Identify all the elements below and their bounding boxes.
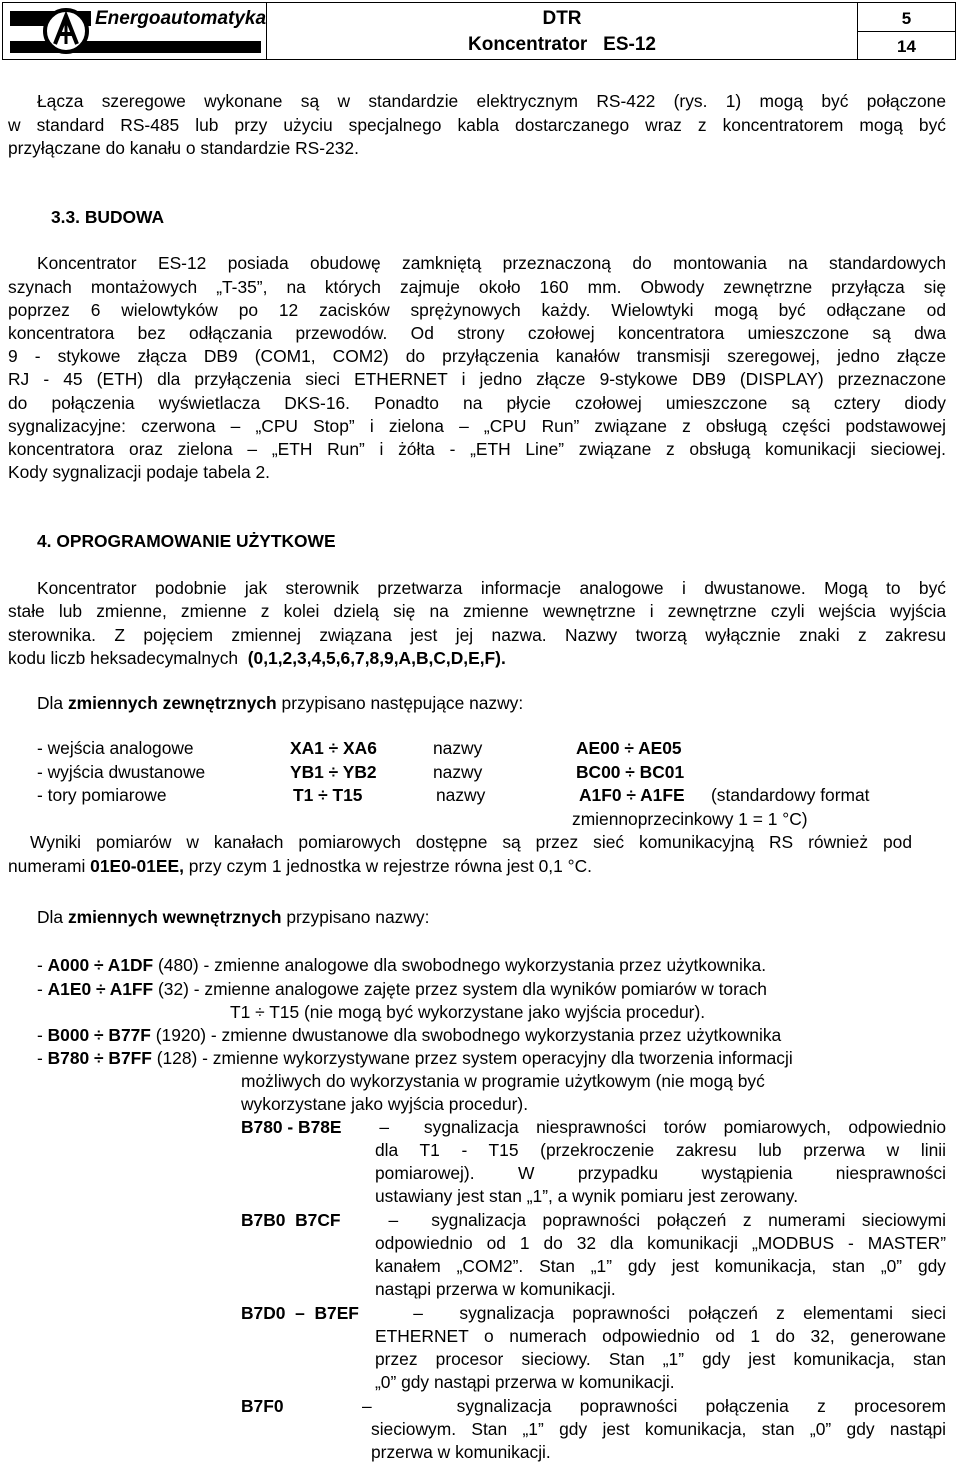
signal-desc-line: odpowiednio od 1 do 32 dla komunikacji „MODBUS - MASTER” [375, 1233, 946, 1253]
hex-range-line: kodu liczb heksadecymalnych (0,1,2,3,4,5,6,7,8,9,A,B,C,D,E,F). [8, 648, 506, 668]
external-vars-intro: Dla zmiennych zewnętrznych przypisano następujące nazwy: [37, 693, 524, 713]
internal-var-b780-cont-2: wykorzystane jako wyjścia procedur). [241, 1094, 529, 1114]
ext-var-range: YB1 ÷ YB2 [290, 762, 377, 782]
signal-lead: – sygnalizacja poprawności połączenia z procesorem [362, 1396, 946, 1416]
results-line-2: numerami 01E0-01EE, przy czym 1 jednostka w rejestrze równa jest 0,1 °C. [8, 856, 592, 876]
signal-code: B7D0 – B7EF [241, 1303, 359, 1323]
document-title [266, 3, 858, 59]
internal-var-a000: - A000 ÷ A1DF (480) - zmienne analogowe dla swobodnego wykorzystania przez użytkownika. [37, 955, 767, 975]
signal-desc-line: przerwa w komunikacji. [371, 1442, 551, 1462]
ext-var-range: XA1 ÷ XA6 [290, 738, 377, 758]
page-header [2, 2, 956, 60]
budowa-line: koncentratora bez odłączania przewodów. Od strony czołowej koncentratora umieszczone są dwa [8, 323, 946, 343]
budowa-line: RJ - 45 (ETH) dla przyłączenia sieci ETHERNET i jedno złącze 9-stykowe DB9 (DISPLAY) przeznaczone [8, 369, 946, 389]
signal-desc-line: sieciowym. Stan „1” gdy jest komunikacja, stan „0” gdy nastąpi [371, 1419, 946, 1439]
signal-desc-line: nastąpi przerwa w komunikacji. [375, 1279, 616, 1299]
internal-var-b780-cont-1: możliwych do wykorzystania w programie użytkowym (nie mogą być [241, 1071, 765, 1091]
title-line-1: DTR [542, 8, 582, 29]
oprogramowanie-line: sterownika. Z pojęciem zmiennej związana jest jej nazwa. Nazwy tworzą wyłącznie znaki z zakresu [8, 625, 946, 645]
ext-var-code: A1F0 ÷ A1FE [579, 785, 685, 805]
oprogramowanie-line: Koncentrator podobnie jak sterownik przetwarza informacje analogowe i dwustanowe. Mogą to być [37, 578, 946, 598]
energoautomatyka-emblem-icon [43, 6, 89, 56]
ext-var-nazwy: nazwy [433, 738, 483, 758]
ext-var-note-cont: zmiennoprzecinkowy 1 = 1 °C) [572, 809, 808, 829]
internal-vars-intro: Dla zmiennych wewnętrznych przypisano nazwy: [37, 907, 430, 927]
signal-desc-line: przez procesor sieciowy. Stan „1” gdy jest komunikacja, stan [375, 1349, 946, 1369]
oprogramowanie-line: stałe lub zmienne, zmienne z kolei dzielą się na zmienne wewnętrzne i zewnętrzne czyli wejścia wyjścia [8, 601, 946, 621]
section-heading-oprogramowanie: 4. OPROGRAMOWANIE UŻYTKOWE [37, 531, 336, 551]
ext-var-label: - wyjścia dwustanowe [37, 762, 206, 782]
signal-desc-line: ustawiany jest stan „1”, a wynik pomiaru jest zerowany. [375, 1186, 799, 1206]
budowa-line: sygnalizacyjne: czerwona – „CPU Stop” i zielona – „CPU Run” związane z obsługą części podstawowej [8, 416, 946, 436]
intro-line-1: Łącza szeregowe wykonane są w standardzie elektrycznym RS-422 (rys. 1) mogą być połączone [37, 91, 946, 111]
signal-code: B7B0 B7CF [241, 1210, 341, 1230]
page-number-box [858, 3, 955, 59]
signal-lead: – sygnalizacja poprawności połączeń z numerami sieciowymi [372, 1210, 946, 1230]
signal-code: B780 - B78E [241, 1117, 342, 1137]
signal-desc-line: pomiarowej). W przypadku wystąpienia niesprawności [375, 1163, 946, 1183]
internal-var-b780: - B780 ÷ B7FF (128) - zmienne wykorzystywane przez system operacyjny dla tworzenia informacji [37, 1048, 793, 1068]
intro-line-3: przyłączane do kanału o standardzie RS-232. [8, 138, 359, 158]
ext-var-note: (standardowy format [711, 785, 870, 805]
signal-lead: – sygnalizacja poprawności połączeń z elementami sieci [395, 1303, 946, 1323]
ext-var-range: T1 ÷ T15 [293, 785, 363, 805]
budowa-line: Koncentrator ES-12 posiada obudowę zamkniętą przeznaczoną do montowania na standardowych [37, 253, 946, 273]
page-count: 14 [897, 37, 916, 56]
budowa-line: poprzez 6 wielowtyków po 12 zacisków sprężynowych każdy. Wielowtyki mogą być odłączane od [8, 300, 946, 320]
ext-var-label: - tory pomiarowe [37, 785, 167, 805]
page-number: 5 [901, 9, 912, 28]
budowa-line: szynach montażowych „T-35”, na których zajmuje około 160 mm. Obwody zewnętrzne przyłącza się [8, 277, 946, 297]
ext-var-code: BC00 ÷ BC01 [576, 762, 685, 782]
section-heading-budowa: 3.3. BUDOWA [51, 207, 165, 227]
results-line-1: Wyniki pomiarów w kanałach pomiarowych dostępne są przez sieć komunikacyjną RS również pod [30, 832, 912, 852]
signal-code: B7F0 [241, 1396, 284, 1416]
internal-var-a1e0: - A1E0 ÷ A1FF (32) - zmienne analogowe zajęte przez system dla wyników pomiarów w torach [37, 979, 767, 999]
internal-var-a1e0-cont: T1 ÷ T15 (nie mogą być wykorzystane jako wyjścia procedur). [230, 1002, 706, 1022]
ext-var-label: - wejścia analogowe [37, 738, 194, 758]
signal-desc-line: kanałem „COM2”. Stan „1” gdy jest komunikacja, stan „0” gdy [375, 1256, 946, 1276]
budowa-line: do połączenia wyświetlacza DKS-16. Ponadto na płycie czołowej umieszczone są cztery diody [8, 393, 946, 413]
budowa-line: Kody sygnalizacji podaje tabela 2. [8, 462, 270, 482]
ext-var-nazwy: nazwy [433, 762, 483, 782]
title-line-2: Koncentrator ES-12 [468, 34, 656, 55]
signal-lead: – sygnalizacja niesprawności torów pomiarowych, odpowiednio [362, 1117, 946, 1137]
budowa-line: 9 - stykowe złącza DB9 (COM1, COM2) do przyłączenia kanałów transmisji szeregowej, jedno złącze [8, 346, 946, 366]
signal-desc-line: dla T1 - T15 (przekroczenie zakresu lub przerwa w linii [375, 1140, 946, 1160]
company-logo [3, 3, 266, 59]
ext-var-nazwy: nazwy [436, 785, 486, 805]
brand-name: Energoautomatyka [91, 7, 270, 31]
budowa-line: koncentratora oraz zielona – „ETH Run” i żółta - „ETH Line” związane z obsługą komunikacji sieciowej. [8, 439, 946, 459]
internal-var-b000: - B000 ÷ B77F (1920) - zmienne dwustanowe dla swobodnego wykorzystania przez użytkownika [37, 1025, 782, 1045]
signal-desc-line: „0” gdy nastąpi przerwa w komunikacji. [375, 1372, 675, 1392]
signal-desc-line: ETHERNET o numerach odpowiednio od 1 do 32, generowane [375, 1326, 946, 1346]
ext-var-code: AE00 ÷ AE05 [576, 738, 682, 758]
intro-line-2: w standard RS-485 lub przy użyciu specjalnego kabla dostarczanego wraz z koncentratorem mogą być [8, 115, 946, 135]
